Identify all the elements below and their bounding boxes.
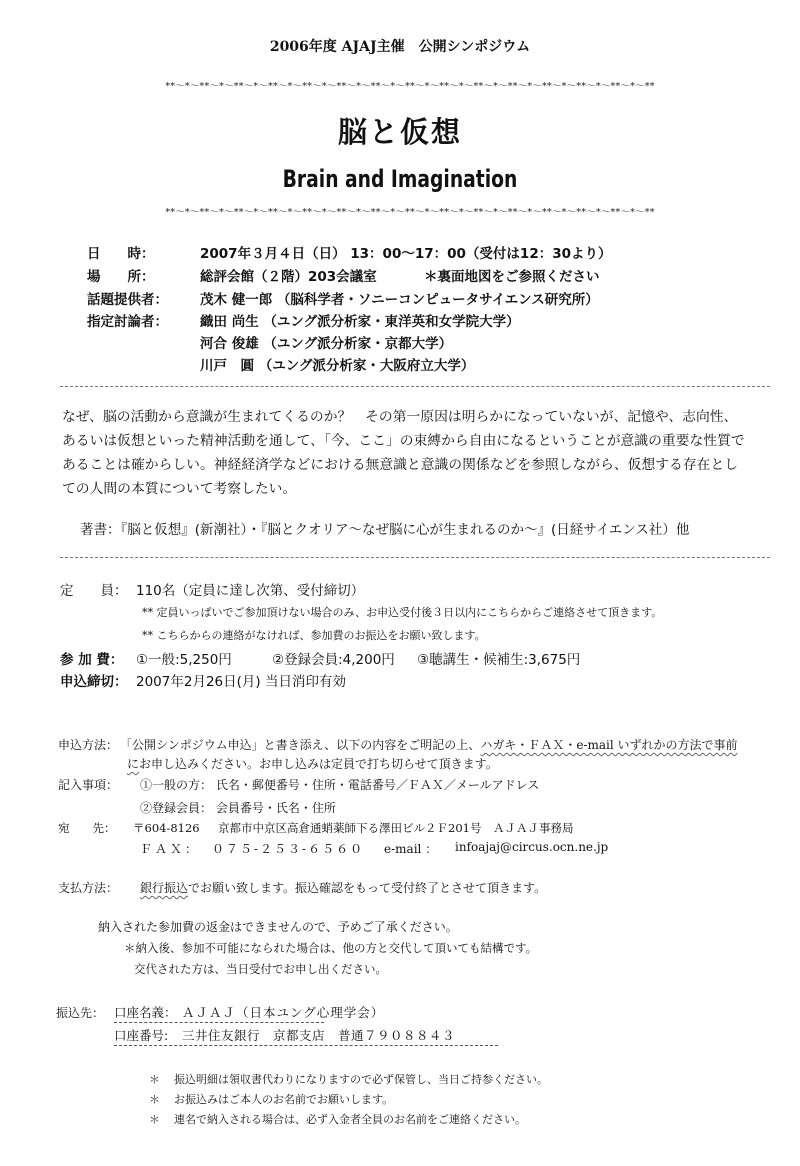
abstract-line: なぜ、脳の活動から意識が生まれてくるのか？ その第一原因は明らかになっていないが、記憶や、志向性、 [62,409,738,425]
fee-member: ②登録会員:4,200円 [272,652,395,668]
speaker-value: 茂木 健一郎 （脳科学者・ソニーコンピュータサイエンス研究所） [200,292,599,308]
abstract-line: ての人間の本質について考察したい。 [62,481,297,497]
decorative-star-line-bottom: **～*～**～*～**～*～**～*～**～*～**～*～**～*～**～*～**～*～**～*～**～*～**～*～**～*～**～*～** [165,207,655,218]
email-address[interactable]: infoajaj@circus.ocn.ne.jp [455,840,609,854]
payment-method-text [140,879,546,896]
refund-note: 納入された参加費の返金はできませんので、予めご了承ください。 [98,920,458,934]
postal-code: 〒604-8126 [133,821,200,835]
symposium-subtitle: 2006年度 AJAJ主催 公開シンポジウム [269,39,531,55]
footnote-mark: ＊ [149,1073,160,1086]
footnote-mark: ＊ [149,1093,160,1106]
capacity-value: 110名（定員に達し次第、受付締切） [136,583,365,599]
email-label: e-mail ： [384,842,438,856]
fee-label: 参 加 費： [60,652,124,668]
fax-number: ０７５-２５３-６５６０ [212,842,365,856]
method-text-line2 [127,755,498,772]
items-general: ①一般の方： 氏名・郵便番号・住所・電話番号／ＦＡＸ／メールアドレス [140,778,540,792]
divider [60,557,770,558]
title-english: Brain and Imagination [282,165,518,193]
footnote: お振込みはご本人のお名前でお願いします。 [174,1093,394,1106]
abstract-line: あるいは仮想といった精神活動を通して、「今、ここ」の束縛から自由になるということが意識の重要な性質で [62,433,745,449]
payment-method-label: 支払方法： [58,881,119,895]
account-number-label: 口座番号: [114,1028,169,1043]
footnote: 連名で納入される場合は、必ず入金者全員のお名前をご連絡ください。 [174,1113,526,1126]
method-channels: ハガキ・ＦＡＸ・e-mail いずれかの方法で事前 [480,738,738,752]
account-number-value: 三井住友銀行 京都支店 普通７９０８８４３ [182,1028,456,1043]
discussant-item: 川戸 圓 （ユング派分析家・大阪府立大学） [200,358,475,374]
account-name-label: 口座名義： [114,1005,177,1020]
method-text-part: お申し込みください。お申し込みは定員で打ち切らせて頂きます。 [139,757,498,771]
discussant-item: 織田 尚生 （ユング派分析家・東洋英和女学院大学） [200,314,520,330]
deadline-value: 2007年2月26日(月) 当日消印有効 [136,674,346,690]
divider [60,386,770,387]
payment-method-detail: でお願い致します。振込確認をもって受付終了とさせて頂きます。 [188,881,547,895]
office-address: 京都市中京区高倉通蛸薬師下る澤田ビル２Ｆ201号 ＡＪＡＪ事務局 [218,821,574,835]
footnote: 振込明細は領収書代わりになりますので必ず保管し、当日ご持参ください。 [174,1073,548,1086]
date-value: 2007年３月４日（日） 13：00～17：00（受付は12：30より） [200,246,612,262]
method-label: 申込方法： [58,738,119,752]
abstract-line: あることは確からしい。神経経済学などにおける無意識と意識の関係などを参照しながら、仮想する存在とし [62,457,739,473]
account-name-row [114,1003,385,1023]
account-label: 振込先： [56,1006,105,1020]
venue-label: 場 所： [87,269,155,285]
title-japanese: 脳と仮想 [337,115,462,149]
items-member: ②登録会員： 会員番号・氏名・住所 [140,801,336,815]
capacity-label: 定 員： [60,583,128,599]
discussant-item: 河合 俊雄 （ユング派分析家・京都大学） [200,336,453,352]
venue-map-note: ＊裏面地図をご参照ください [424,269,600,285]
decorative-star-line-top: **～*～**～*～**～*～**～*～**～*～**～*～**～*～**～*～**～*～**～*～**～*～**～*～**～*～**～*～** [165,81,655,92]
account-number-row [114,1026,498,1046]
footnote-mark: ＊ [149,1113,160,1126]
account-name-value: ＡＪＡＪ（日本ユング心理学会） [182,1005,385,1020]
capacity-note: ** 定員いっぱいでご参加頂けない場合のみ、お申込受付後３日以内にこちらからご連絡させて頂きます。 [142,606,663,619]
deadline-label: 申込締切： [60,674,128,690]
address-label: 宛 先： [58,821,116,835]
fax-label: ＦＡＸ： [140,842,201,856]
substitute-note: 交代された方は、当日受付でお申し出ください。 [134,962,387,976]
venue-value: 総評会館（２階）203会議室 [200,269,377,285]
method-text [120,736,738,753]
method-text-part: 「公開シンポジウム申込」と書き添え、以下の内容をご明記の上、 [120,738,481,752]
capacity-note: ** こちらからの連絡がなければ、参加費のお振込をお願い致します。 [142,629,486,642]
items-label: 記入事項： [58,778,119,792]
substitute-note: ＊納入後、参加不可能になられた場合は、他の方と交代して頂いても結構です。 [124,941,538,955]
method-text-part: に [127,757,140,771]
bank-transfer-text: 銀行振込 [140,881,189,895]
speaker-label: 話題提供者： [87,292,168,308]
discussants-label: 指定討論者： [87,314,168,330]
books-line: 著書：『脳と仮想』(新潮社）・『脳とクオリア～なぜ脳に心が生まれるのか～』(日経サイエンス社）他 [80,522,690,538]
fee-student: ③聴講生・候補生:3,675円 [417,652,581,668]
fee-general: ①一般:5,250円 [136,652,232,668]
date-label: 日 時： [87,246,155,262]
